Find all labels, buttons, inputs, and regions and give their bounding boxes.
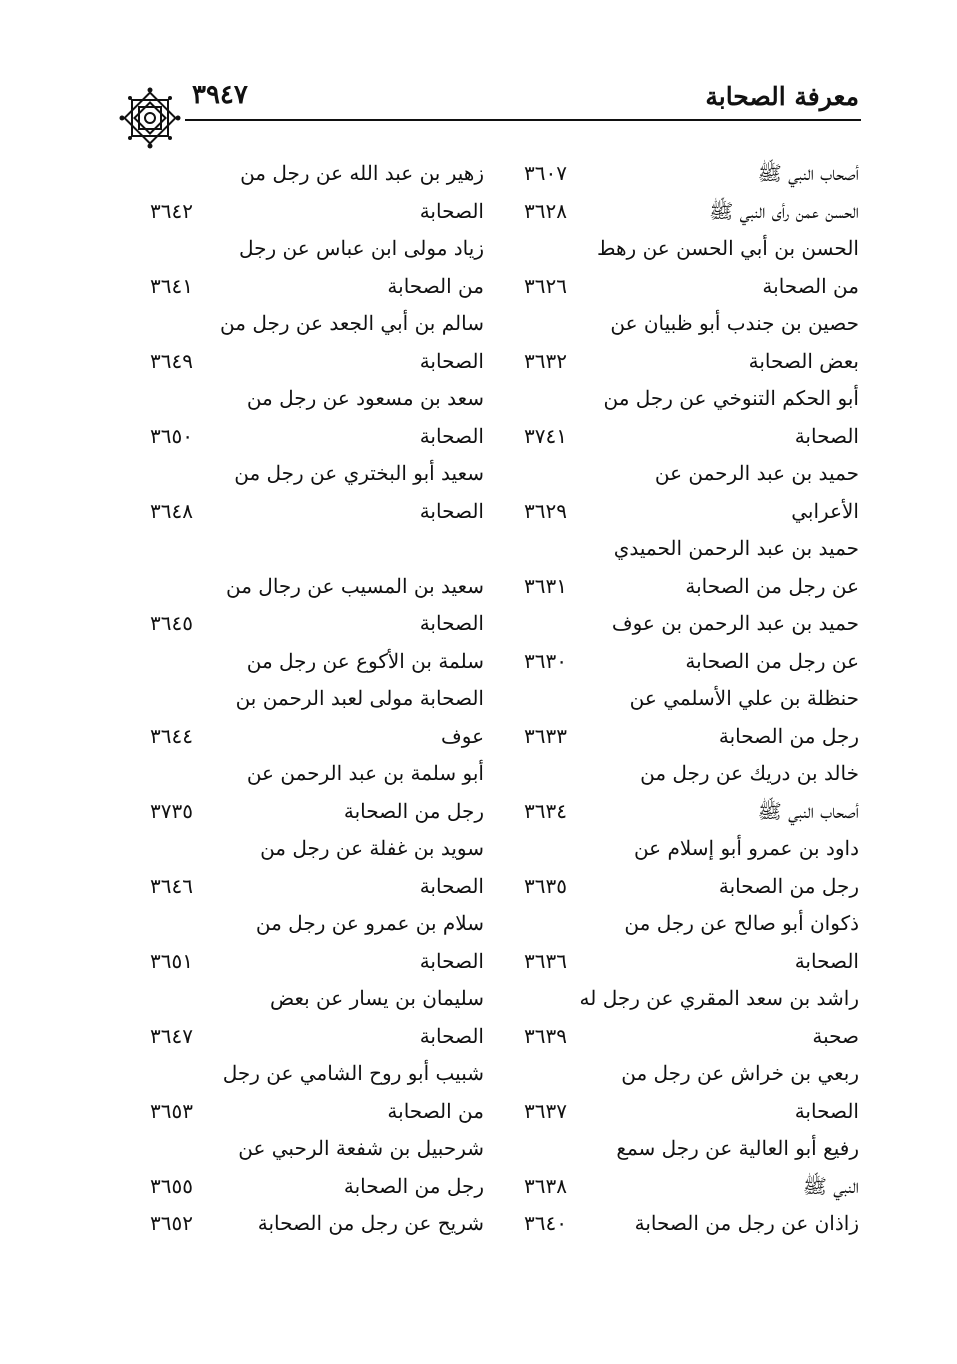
entry-line: شريح عن رجل من الصحابة	[257, 1211, 484, 1235]
left-entry-name	[234, 460, 484, 535]
right-entry-number: ٣٦٢٨	[524, 198, 567, 223]
entry-line: شرحبيل بن شفعة الرحبي عن	[238, 1136, 484, 1160]
entry-line: الصحابة	[419, 423, 484, 448]
entry-line: داود بن عمرو أبو إسلام عن	[633, 836, 859, 860]
right-entry-number: ٣٦٣٧	[524, 1098, 567, 1123]
entry-line: بعض الصحابة	[748, 348, 859, 373]
header-rule	[185, 119, 861, 121]
entry-line: الحسن بن أبي الحسن عن رهط	[597, 236, 859, 260]
right-entry-name	[609, 460, 859, 535]
entry-line: حميد بن عبد الرحمن الحميدي	[613, 536, 859, 560]
entry-line: الصحابة	[419, 873, 484, 898]
right-entry-number: ٣٦٣٩	[524, 1023, 567, 1048]
left-entry-name	[234, 760, 484, 835]
entry-line: رفيع أبو العالية عن رجل سمع	[616, 1136, 859, 1160]
right-entry-name	[609, 610, 859, 685]
right-entry-name	[609, 910, 859, 985]
left-entry-number: ٣٧٣٥	[150, 798, 193, 823]
left-entry-number: ٣٦٥٢	[150, 1211, 193, 1235]
entry-line: الصحابة	[419, 348, 484, 373]
running-title: معرفة الصحابة	[705, 82, 859, 111]
entry-line: أصحاب النبي ﷺ	[757, 798, 859, 823]
entry-line: الأعرابي	[791, 498, 859, 523]
left-entry-name	[234, 385, 484, 460]
page-number: ٣٩٤٧	[192, 80, 248, 110]
entry-line: سلام بن عمرو عن رجل من	[255, 911, 484, 935]
right-entry-number: ٣٦٣٦	[524, 948, 567, 973]
entry-line: رجل من الصحابة	[343, 1173, 484, 1198]
entry-line: عن رجل من الصحابة	[685, 648, 859, 673]
entry-line: ربعي بن خراش عن رجل من	[621, 1061, 859, 1085]
left-entry-number: ٣٦٥٥	[150, 1173, 193, 1198]
entry-line: من الصحابة	[387, 1098, 484, 1123]
right-entry-name	[609, 310, 859, 385]
left-entry-name	[220, 310, 484, 385]
entry-line: الصحابة	[794, 948, 859, 973]
entry-line: حصين بن جندب أبو ظبيان عن	[610, 311, 859, 335]
right-entry-name	[609, 835, 859, 910]
entry-line: سويد بن غفلة عن رجل من	[260, 836, 484, 860]
entry-line: حميد بن عبد الرحمن بن عوف	[611, 611, 859, 635]
left-entry-number: ٣٦٥٣	[150, 1098, 193, 1123]
right-entry-name	[609, 160, 859, 198]
left-entry-number: ٣٦٤١	[150, 273, 193, 298]
entry-line: سليمان بن يسار عن بعض	[269, 986, 484, 1010]
entry-line: رجل من الصحابة	[718, 723, 859, 748]
left-entry-number: ٣٦٤٢	[150, 198, 193, 223]
right-entry-name	[609, 535, 859, 610]
entry-line: الصحابة	[419, 948, 484, 973]
entry-line: الصحابة	[419, 198, 484, 223]
entry-line: سعيد بن المسيب عن رجال من	[226, 573, 484, 598]
entry-line: رجل من الصحابة	[718, 873, 859, 898]
right-entry-number: ٣٦٠٧	[524, 161, 567, 185]
right-entry-number: ٣٦٣٤	[524, 798, 567, 823]
right-entry-name	[609, 1210, 859, 1248]
octagonal-star-ornament-icon	[118, 86, 182, 150]
left-entry-number: ٣٦٤٥	[150, 611, 193, 635]
right-entry-name	[609, 1060, 859, 1135]
entry-line: رجل من الصحابة	[343, 798, 484, 823]
right-entry-name	[609, 1135, 859, 1210]
left-entry-name	[234, 1210, 484, 1248]
left-entry-number: ٣٦٤٦	[150, 873, 193, 898]
right-entry-number: ٣٦٢٩	[524, 498, 567, 523]
left-entry-name	[234, 235, 484, 310]
entry-line: أبو الحكم التنوخي عن رجل من	[603, 386, 859, 410]
left-entry-name	[222, 1060, 484, 1135]
entry-line: خالد بن دريك عن رجل من	[640, 761, 859, 785]
left-entry-name	[234, 910, 484, 985]
left-entry-name	[234, 160, 484, 235]
entry-line: ذكوان أبو صالح عن رجل من	[624, 911, 859, 935]
entry-line: زهير بن عبد الله عن رجل من	[240, 161, 484, 185]
entry-line: من الصحابة	[762, 273, 859, 298]
right-entry-name	[579, 985, 859, 1060]
entry-line: أبو سلمة بن عبد الرحمن عن	[246, 761, 484, 785]
left-entry-name	[226, 573, 484, 648]
entry-line: الصحابة	[419, 498, 484, 523]
right-entry-number: ٣٦٤٠	[524, 1211, 567, 1235]
entry-line: حنظلة بن علي الأسلمي عن	[629, 686, 859, 710]
left-entry-number: ٣٦٥١	[150, 948, 193, 973]
entry-line: عن رجل من الصحابة	[685, 573, 859, 598]
right-entry-number: ٣٦٣٠	[524, 648, 567, 673]
right-entry-name	[597, 235, 859, 310]
entry-line: سعيد أبو البختري عن رجل من	[234, 461, 484, 485]
entry-line: شبيب أبو روح الشامي عن رجل	[222, 1061, 484, 1085]
left-entry-name	[234, 835, 484, 910]
entry-line: سعد بن مسعود عن رجل من	[246, 386, 484, 410]
entry-line: عوف	[441, 723, 484, 748]
left-entry-number: ٣٦٤٩	[150, 348, 193, 373]
right-entry-number: ٣٦٣٥	[524, 873, 567, 898]
right-entry-number: ٣٦٢٦	[524, 273, 567, 298]
entry-line: النبي ﷺ	[802, 1173, 859, 1198]
right-entry-number: ٣٦٣٢	[524, 348, 567, 373]
entry-line: الصحابة	[419, 1023, 484, 1048]
entry-line: الصحابة	[794, 423, 859, 448]
right-entry-name	[609, 685, 859, 760]
entry-line: راشد بن سعد المقري عن رجل له	[579, 986, 859, 1010]
left-entry-name	[234, 1135, 484, 1210]
entry-line: سلمة بن الأكوع عن رجل من	[246, 648, 484, 673]
left-entry-number: ٣٦٤٨	[150, 498, 193, 523]
left-entry-name	[234, 985, 484, 1060]
entry-line: الحسن عمن رأى النبي ﷺ	[709, 198, 859, 223]
right-entry-name	[609, 760, 859, 835]
right-entry-name	[609, 198, 859, 236]
right-entry-number: ٣٧٤١	[524, 423, 567, 448]
left-entry-number: ٣٦٥٠	[150, 423, 193, 448]
right-entry-number: ٣٦٣٣	[524, 723, 567, 748]
entry-line: سالم بن أبي الجعد عن رجل من	[220, 311, 484, 335]
entry-line: صحبة	[812, 1023, 859, 1048]
entry-line: أصحاب النبي ﷺ	[757, 161, 859, 185]
right-entry-number: ٣٦٣١	[524, 573, 567, 598]
entry-line: من الصحابة	[387, 273, 484, 298]
right-entry-name	[603, 385, 859, 460]
entry-line: زاذان عن رجل من الصحابة	[634, 1211, 859, 1235]
left-entry-number: ٣٦٤٤	[150, 723, 193, 748]
entry-line: الصحابة	[794, 1098, 859, 1123]
entry-line: حميد بن عبد الرحمن عن	[654, 461, 859, 485]
entry-line: زياد مولى ابن عباس عن رجل	[239, 236, 484, 260]
right-entry-number: ٣٦٣٨	[524, 1173, 567, 1198]
left-entry-name	[234, 648, 484, 761]
entry-line: الصحابة	[419, 611, 484, 635]
entry-line: الصحابة مولى لعبد الرحمن بن	[235, 686, 484, 710]
left-entry-number: ٣٦٤٧	[150, 1023, 193, 1048]
